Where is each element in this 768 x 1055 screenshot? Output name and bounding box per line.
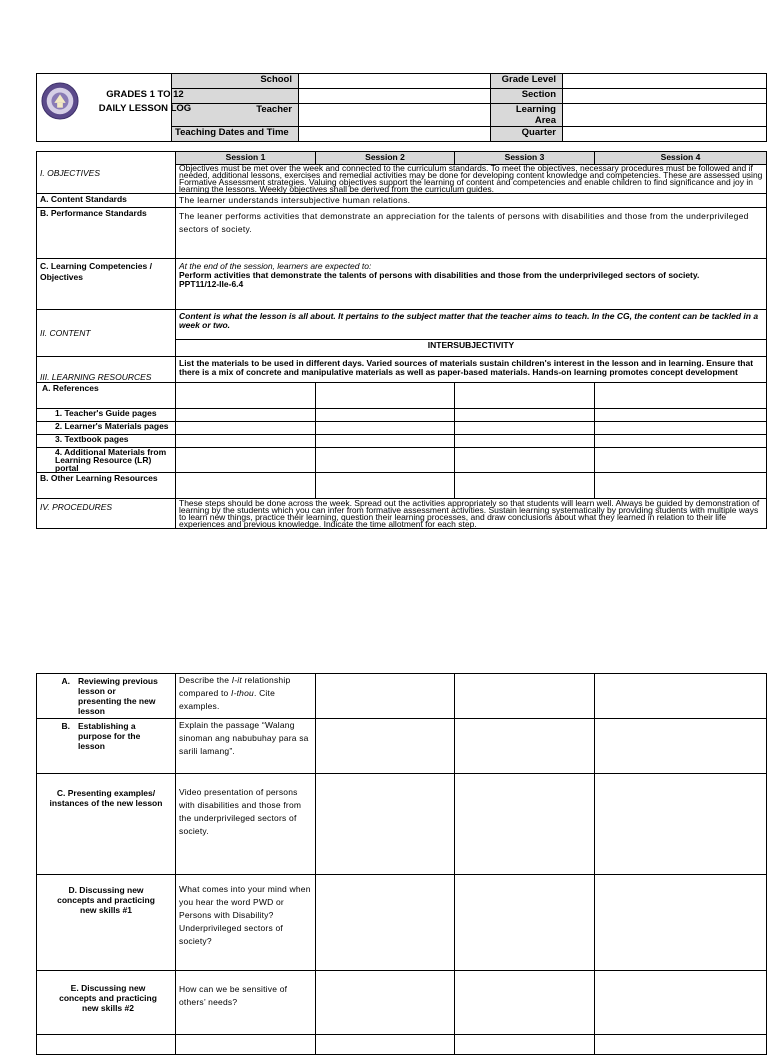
lr-portal-s1[interactable] — [176, 448, 316, 473]
proc-d-label: D. Discussing new concepts and practicing new skills #1 — [37, 875, 176, 971]
school-field-2[interactable] — [299, 89, 491, 104]
proc-c-session-3[interactable] — [455, 774, 595, 875]
proc-f-session-1[interactable] — [176, 1035, 316, 1055]
lr-portal-label: 4. Additional Materials from Learning Resource (LR) portal — [37, 448, 176, 473]
tg-pages-s3[interactable] — [455, 409, 595, 422]
textbook-pages-s3[interactable] — [455, 435, 595, 448]
competencies-code: PPT11/12-IIe-6.4 — [179, 279, 244, 289]
proc-row-e — [37, 971, 767, 1035]
proc-row-b — [37, 719, 767, 774]
other-resources-s1[interactable] — [176, 473, 316, 499]
proc-c-session-1[interactable]: Video presentation of persons with disabilities and those from the underprivileged sectors of society. — [176, 774, 316, 875]
proc-f-label — [37, 1035, 176, 1055]
tg-pages-label: 1. Teacher's Guide pages — [37, 409, 176, 422]
proc-f-session-3[interactable] — [455, 1035, 595, 1055]
proc-row-f — [37, 1035, 767, 1055]
grade-level-field[interactable] — [563, 74, 767, 89]
references-s1[interactable] — [176, 383, 316, 409]
resources-note: List the materials to be used in different days. Varied sources of materials sustain children's interest in the lesson and in learning. Ensure that there is a mix of concrete and manipulative materials as well as paper-based materials. Hands-on learning promotes concept development — [176, 357, 767, 383]
session-2-header: Session 2 — [316, 152, 455, 165]
competencies-label: C. Learning Competencies / Objectives — [37, 259, 176, 310]
proc-row-d — [37, 875, 767, 971]
dates-label: Teaching Dates and Time — [172, 127, 299, 142]
proc-b-session-4[interactable] — [595, 719, 767, 774]
lesson-log-title: GRADES 1 TO 12 DAILY LESSON LOG — [98, 89, 192, 114]
dates-field[interactable] — [299, 127, 491, 142]
session-3-header: Session 3 — [455, 152, 595, 165]
lm-pages-s4[interactable] — [595, 422, 767, 435]
proc-row-c — [37, 774, 767, 875]
procedures-label: IV. PROCEDURES — [37, 499, 176, 529]
proc-a-session-3[interactable] — [455, 674, 595, 719]
references-s4[interactable] — [595, 383, 767, 409]
lr-portal-s2[interactable] — [316, 448, 455, 473]
resources-label: III. LEARNING RESOURCES — [37, 357, 176, 383]
proc-f-session-4[interactable] — [595, 1035, 767, 1055]
learning-area-field[interactable] — [563, 104, 767, 127]
lm-pages-label: 2. Learner's Materials pages — [37, 422, 176, 435]
performance-standards-label: B. Performance Standards — [37, 208, 176, 259]
proc-b-label: B. Establishing a purpose for the lesson — [37, 719, 176, 774]
learning-area-label: Learning Area — [491, 104, 563, 127]
proc-c-session-2[interactable] — [316, 774, 455, 875]
textbook-pages-s4[interactable] — [595, 435, 767, 448]
proc-a-label: A. Reviewing previous lesson or presenting the new lesson — [37, 674, 176, 719]
other-resources-s3[interactable] — [455, 473, 595, 499]
content-topic[interactable]: INTERSUBJECTIVITY — [176, 340, 767, 357]
teacher-label: Teacher — [172, 104, 299, 127]
references-label: A. References — [37, 383, 176, 409]
textbook-pages-s1[interactable] — [176, 435, 316, 448]
session-4-header: Session 4 — [595, 152, 767, 165]
proc-e-session-1[interactable]: How can we be sensitive of others’ needs? — [176, 971, 316, 1035]
proc-e-session-4[interactable] — [595, 971, 767, 1035]
grade-level-label: Grade Level — [491, 74, 563, 89]
proc-e-session-3[interactable] — [455, 971, 595, 1035]
tg-pages-s1[interactable] — [176, 409, 316, 422]
header-table — [36, 73, 767, 142]
proc-a-session-1[interactable]: Describe the I-it relationship compared to I-thou. Cite examples. — [176, 674, 316, 719]
lr-portal-s4[interactable] — [595, 448, 767, 473]
section-label: Section — [491, 89, 563, 104]
lr-portal-s3[interactable] — [455, 448, 595, 473]
performance-standards-value[interactable]: The leaner performs activities that demonstrate an appreciation for the talents of persons with disabilities and those from the underprivileged sectors of society. — [176, 208, 767, 259]
quarter-field[interactable] — [563, 127, 767, 142]
proc-e-session-2[interactable] — [316, 971, 455, 1035]
proc-a-session-2[interactable] — [316, 674, 455, 719]
proc-c-session-4[interactable] — [595, 774, 767, 875]
quarter-label: Quarter — [491, 127, 563, 142]
lm-pages-s3[interactable] — [455, 422, 595, 435]
header-logo-cell — [37, 74, 192, 142]
objectives-label: I. OBJECTIVES — [37, 152, 176, 194]
proc-f-session-2[interactable] — [316, 1035, 455, 1055]
proc-d-session-1[interactable]: What comes into your mind when you hear the word PWD or Persons with Disability? Underprivileged sectors of society? — [176, 875, 316, 971]
section-field[interactable] — [563, 89, 767, 104]
lm-pages-s2[interactable] — [316, 422, 455, 435]
tg-pages-s4[interactable] — [595, 409, 767, 422]
textbook-pages-label: 3. Textbook pages — [37, 435, 176, 448]
proc-d-session-3[interactable] — [455, 875, 595, 971]
competencies-intro: At the end of the session, learners are expected to: — [179, 261, 372, 271]
competencies-cell[interactable] — [176, 259, 767, 310]
proc-d-session-2[interactable] — [316, 875, 455, 971]
content-label: II. CONTENT — [37, 310, 176, 357]
lm-pages-s1[interactable] — [176, 422, 316, 435]
references-s3[interactable] — [455, 383, 595, 409]
procedures-note: These steps should be done across the week. Spread out the activities appropriately so that students will learn well. Always be guided by demonstration of learning by the students which you can infer from formative assessment activities. Sustain learning systematically by providing students with multiple ways to learn new things, practice their learning, question their learning processes, and draw conclusions about what they learned in relation to their life experiences and previous knowledge. Indicate the time allotment for each step. — [176, 499, 767, 529]
proc-d-session-4[interactable] — [595, 875, 767, 971]
tg-pages-s2[interactable] — [316, 409, 455, 422]
school-label: School — [172, 74, 299, 89]
proc-b-session-1[interactable]: Explain the passage “Walang sinoman ang nabubuhay para sa sarili lamang”. — [176, 719, 316, 774]
proc-b-session-3[interactable] — [455, 719, 595, 774]
proc-a-session-4[interactable] — [595, 674, 767, 719]
proc-c-label: C. Presenting examples/ instances of the new lesson — [37, 774, 176, 875]
references-s2[interactable] — [316, 383, 455, 409]
school-field[interactable] — [299, 74, 491, 89]
proc-e-label: E. Discussing new concepts and practicing new skills #2 — [37, 971, 176, 1035]
deped-seal-icon — [41, 82, 79, 120]
content-note: Content is what the lesson is all about. It pertains to the subject matter that the teacher aims to teach. In the CG, the content can be tackled in a week or two. — [176, 310, 767, 340]
content-standards-value[interactable]: The learner understands intersubjective human relations. — [176, 194, 767, 208]
other-resources-s4[interactable] — [595, 473, 767, 499]
objectives-note: Objectives must be met over the week and connected to the curriculum standards. To meet the objectives, necessary procedures must be followed and if needed, additional lessons, exercises and remedial activities may be done for developing content knowledge and competencies. These are assessed using Formative Assessment strategies. Valuing objectives support the learning of content and competencies and enable children to find significance and joy in learning the lessons. Weekly objectives shall be derived from the curriculum guides. — [176, 165, 767, 194]
lesson-log-table — [36, 151, 767, 529]
teacher-field[interactable] — [299, 104, 491, 127]
proc-row-a — [37, 674, 767, 719]
other-resources-label: B. Other Learning Resources — [37, 473, 176, 499]
competencies-value: Perform activities that demonstrate the talents of persons with disabilities and those from the underprivileged sectors of society. — [179, 270, 700, 280]
procedures-table — [36, 673, 767, 1055]
session-1-header: Session 1 — [176, 152, 316, 165]
textbook-pages-s2[interactable] — [316, 435, 455, 448]
proc-b-session-2[interactable] — [316, 719, 455, 774]
content-standards-label: A. Content Standards — [37, 194, 176, 208]
other-resources-s2[interactable] — [316, 473, 455, 499]
